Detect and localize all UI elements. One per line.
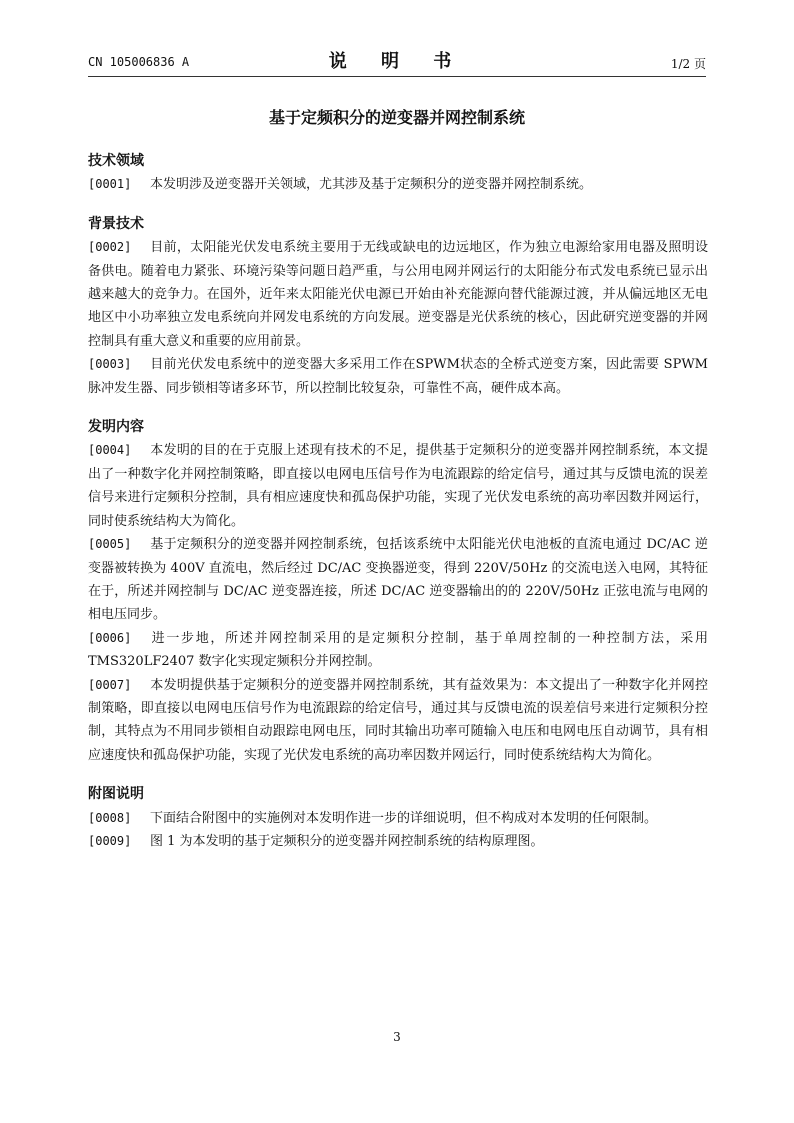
section-summary (88, 416, 708, 767)
paragraph-text: 目前光伏发电系统中的逆变器大多采用工作在SPWM状态的全桥式逆变方案，因此需要 SPWM 脉冲发生器、同步锁相等诸多环节，所以控制比较复杂，可靠性不高，硬件成本高。 (88, 357, 708, 396)
paragraph-text: 本发明涉及逆变器开关领域，尤其涉及基于定频积分的逆变器并网控制系统。 (150, 177, 593, 193)
paragraph-text: 本发明的目的在于克服上述现有技术的不足，提供基于定频积分的逆变器并网控制系统，本文提出了一种数字化并网控制策略，即直接以电网电压信号作为电流跟踪的给定信号，通过其与反馈电流的误差信号来进行定频积分控制，具有相应速度快和孤岛保护功能，实现了光伏发电系统的高功率因数并网运行，同时使系统结构大为简化。 (88, 443, 708, 529)
paragraph-text: 图 1 为本发明的基于定频积分的逆变器并网控制系统的结构原理图。 (150, 833, 544, 849)
paragraph-text: 目前，太阳能光伏发电系统主要用于无线或缺电的边远地区，作为独立电源给家用电器及照明设备供电。随着电力紧张、环境污染等问题日趋严重，与公用电网并网运行的太阳能分布式发电系统已显示出越来越大的竞争力。在国外，近年来太阳能光伏电源已开始由补充能源向替代能源过渡，并从偏远地区无电地区中小功率独立发电系统向并网发电系统的方向发展。逆变器是光伏系统的核心，因此研究逆变器的并网控制具有重大意义和重要的应用前景。 (88, 240, 708, 349)
paragraph-text: 进一步地，所述并网控制采用的是定频积分控制，基于单周控制的一种控制方法，采用 TMS320LF2407 数字化实现定频积分并网控制。 (88, 630, 708, 670)
paragraph-text: 下面结合附图中的实施例对本发明作进一步的详细说明，但不构成对本发明的任何限制。 (150, 810, 658, 826)
paragraph (88, 627, 708, 674)
section-heading: 技术领域 (88, 153, 144, 169)
document-number: CN 105006836 A (88, 55, 190, 69)
paragraph-number: [0001] (88, 177, 132, 192)
section-background (88, 213, 708, 400)
paragraph (88, 173, 708, 196)
paragraph (88, 533, 708, 627)
paragraph-number: [0005] (88, 537, 132, 552)
paragraph (88, 236, 708, 353)
paragraph-number: [0007] (88, 677, 132, 692)
paragraph-text: 本发明提供基于定频积分的逆变器并网控制系统，其有益效果为：本文提出了一种数字化并网控制策略，即直接以电网电压信号作为电流跟踪的给定信号，通过其与反馈电流的误差信号来进行定频积分控制，其特点为不用同步锁相自动跟踪电网电压，同时其输出功率可随输入电压和电网电压自动调节，具有相应速度快和孤岛保护功能，实现了光伏发电系统的高功率因数并网运行，同时使系统结构大为简化。 (88, 677, 708, 763)
paragraph (88, 439, 708, 533)
document-title: 基于定频积分的逆变器并网控制系统 (268, 108, 525, 127)
paragraph-text: 基于定频积分的逆变器并网控制系统，包括该系统中太阳能光伏电池板的直流电通过 DC/AC 逆变器被转换为 400V 直流电，然后经过 DC/AC 变换器逆变，得到 220V/50Hz 的交流电送入电网，其特征在于，所述并网控制与 DC/AC 逆变器连接，所述 DC/AC 逆变器输出的的 220V/50Hz 正弦电流与电网的相电压同步。 (88, 537, 708, 623)
section-label: 说 明 书 (328, 51, 466, 72)
document-body (88, 150, 708, 853)
page-indicator: 1/2 页 (670, 57, 706, 71)
page-number: 3 (393, 1030, 401, 1044)
paragraph-number: [0009] (88, 833, 132, 848)
paragraph (88, 807, 708, 830)
paragraph-number: [0003] (88, 357, 132, 372)
section-heading: 发明内容 (88, 419, 144, 436)
section-heading: 附图说明 (88, 786, 144, 803)
section-heading: 背景技术 (88, 215, 144, 232)
paragraph-number: [0006] (88, 630, 132, 645)
section-figure-description (88, 783, 708, 853)
paragraph-number: [0002] (88, 240, 132, 255)
paragraph (88, 353, 708, 400)
paragraph-number: [0008] (88, 810, 132, 825)
paragraph-number: [0004] (88, 443, 132, 458)
header-divider (88, 76, 706, 77)
paragraph (88, 674, 708, 768)
paragraph (88, 830, 708, 853)
section-technical-field (88, 150, 708, 197)
